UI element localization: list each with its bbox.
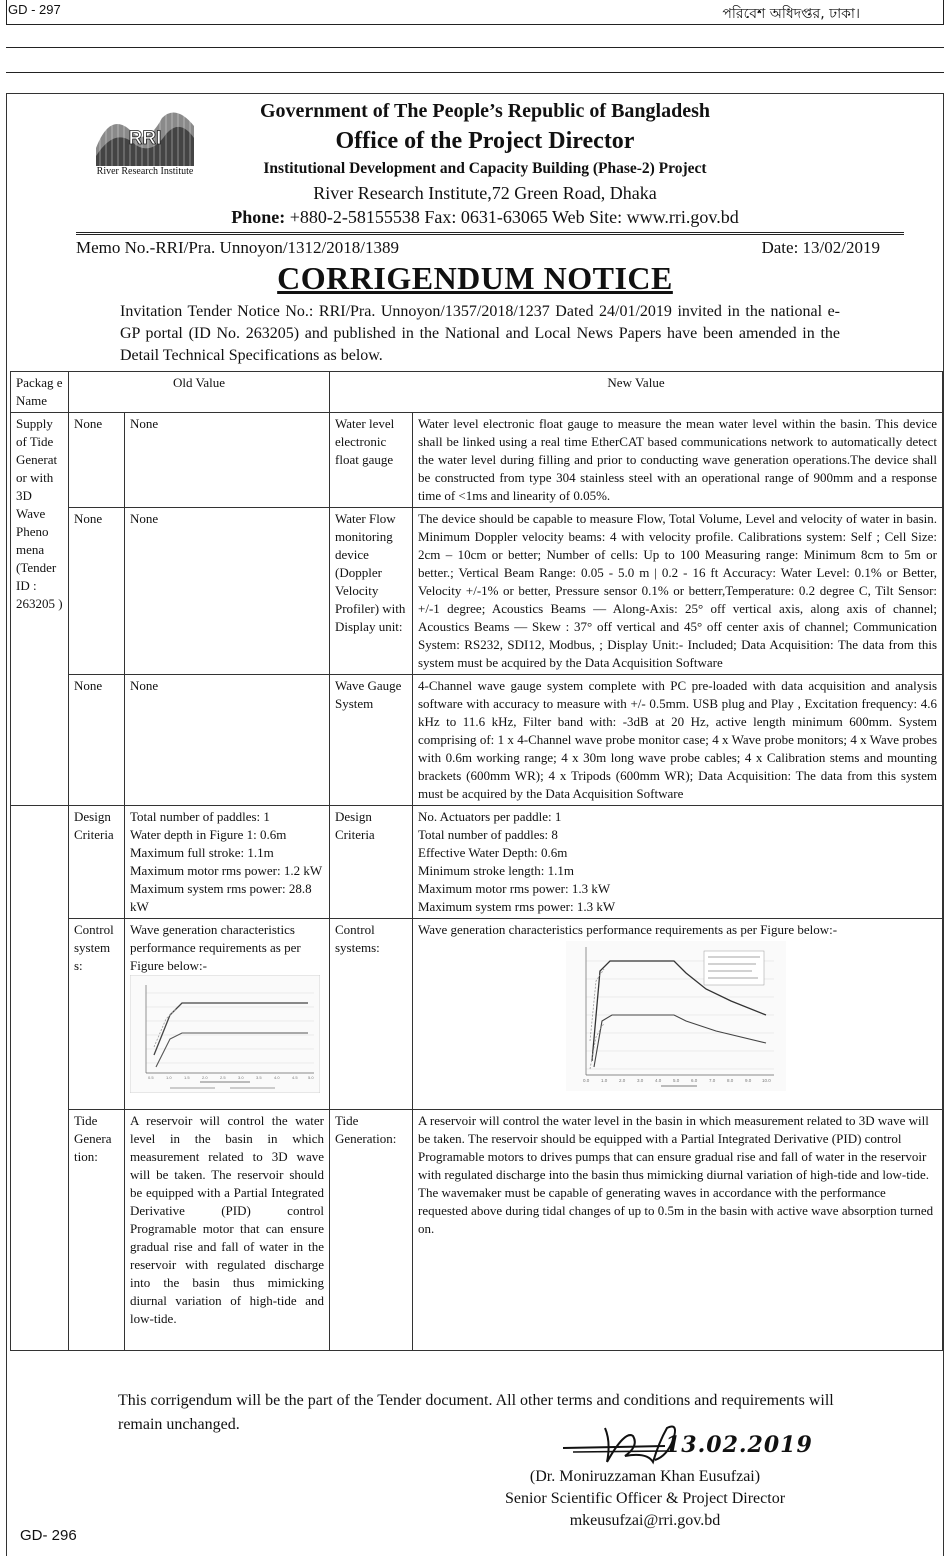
old-value-b: None [125,508,330,675]
new-design-line: Maximum system rms power: 1.3 kW [418,899,616,914]
svg-text:9.0: 9.0 [745,1078,752,1083]
package-name: Supply of Tide Generat or with 3D Wave Pheno mena (Tender ID : 263205 ) [11,413,69,806]
new-value-item: Design Criteria [330,806,413,919]
table-header-row [11,372,943,413]
table-row [11,919,943,1110]
logo-caption: River Research Institute [96,166,194,177]
svg-text:1.0: 1.0 [601,1078,608,1083]
svg-text:6.0: 6.0 [691,1078,698,1083]
svg-text:8.0: 8.0 [727,1078,734,1083]
letterhead-rule [76,232,904,235]
table-row [11,675,943,806]
svg-text:7.0: 7.0 [709,1078,716,1083]
new-value-item: Control systems: [330,919,413,1110]
svg-text:2.0: 2.0 [202,1075,208,1080]
old-value-a: Tide Genera tion: [69,1110,125,1351]
old-tide-text: A reservoir will control the water level in the basin in which measurement related to 3D wave will be taken. The reservoir should be equipped with a Partial Integrated Derivative (PID) control Programable motor that can ensure gradual rise and fall of water in the reservoir with regulated discharge into the basin thus mimicking diurnal variation of high-tide and low-tide. [125,1110,330,1351]
old-value-a: None [69,413,125,508]
address-line: River Research Institute,72 Green Road, Dhaka [313,183,657,203]
rri-logo [90,108,200,170]
new-tide-text-2: The wavemaker must be capable of generating waves in accordance with the performance requested above during tidal changes of up to 0.5m in the basin with active wave absorption turned on. [418,1185,934,1236]
department-name: পরিবেশ অধিদপ্তর, ঢাকা। [722,6,860,22]
old-value-a: None [69,675,125,806]
svg-text:3.0: 3.0 [637,1078,644,1083]
contact-details: +880-2-58155538 Fax: 0631-63065 Web Site: www.rri.gov.bd [285,207,739,227]
new-control-cell [413,919,943,1110]
new-tide-cell [413,1110,943,1351]
svg-text:1.0: 1.0 [166,1075,172,1080]
new-value-spec: Water level electronic float gauge to measure the mean water level within the basin. This device shall be linked using a real time EtherCAT based communications network to automatically detect the water level during filling and prior to conducting wave generation operations.The device shall be constructed from type 304 stainless steel with an operational range of 900mm and a response time of <1ms and linearity of 0.05%. [413,413,943,508]
svg-text:0.0: 0.0 [583,1078,590,1083]
signatory-position: Senior Scientific Officer & Project Director [504,1490,786,1507]
new-value-item: Wave Gauge System [330,675,413,806]
new-value-spec: 4-Channel wave gauge system complete with PC pre-loaded with data acquisition and analysis software with accuracy to measure with +/- 0.5mm. USB plug and Play , Excitation frequency: 4.6 kHz to 11.6 kHz, Filter band with: -3dB at 20 Hz, active length minimum 600mm. System comprising of: 1 x 4-Channel wave probe monitor case; 4 x Wave probe monitors; 4 x Wave probes with 0.6m working range; 4 x 30m long wave probe cables; 4 x Calibration stems and mounting brackets (600mm WR); 4 x Tripods (600mm WR); Data Acquisition: The data from this system must be acquired by the Data Acquisition Software [413,675,943,806]
svg-text:3.0: 3.0 [238,1075,244,1080]
memo-number: Memo No.-RRI/Pra. Unnoyon/1312/2018/1389 [76,238,399,257]
svg-text:RRI: RRI [128,128,162,149]
old-value-b: None [125,413,330,508]
old-control-text: Wave generation characteristics performance requirements as per Figure below:- [130,922,301,973]
new-design-line: No. Actuators per paddle: 1 [418,809,562,824]
phone-label: Phone: [231,207,286,227]
project-heading: Institutional Development and Capacity Building (Phase-2) Project [263,160,707,177]
svg-text:4.5: 4.5 [292,1075,298,1080]
page-code-top: GD - 297 [8,2,61,17]
old-value-a: Design Criteria [69,806,125,919]
new-control-text: Wave generation characteristics performance requirements as per Figure below:- [418,922,838,937]
memo-date: Date: 13/02/2019 [761,238,880,257]
new-value-item: Tide Generation: [330,1110,413,1351]
old-value-a: Control system s: [69,919,125,1110]
signatory-name: (Dr. Moniruzzaman Khan Eusufzai) [529,1468,761,1485]
divider-line [6,72,944,73]
new-design-values [413,806,943,919]
svg-text:2.5: 2.5 [220,1075,226,1080]
old-performance-figure [130,975,320,1093]
header-package: Packag e Name [11,372,69,413]
table-row [11,1110,943,1351]
closing-note: This corrigendum will be the part of the Tender document. All other terms and conditions and requirements will remain unchanged. [118,1392,834,1433]
office-heading: Office of the Project Director [335,128,635,154]
old-value-b: None [125,675,330,806]
intro-paragraph: Invitation Tender Notice No.: RRI/Pra. Unnoyon/1357/2018/1237 Dated 24/01/2019 invited in the national e-GP portal (ID No. 263205) and published in the National and Local News Papers have been amended in the Detail Technical Specifications as below. [120,303,840,364]
table-row [11,508,943,675]
old-design-line: Maximum full stroke: 1.1m [130,845,274,860]
old-value-a: None [69,508,125,675]
page-title: CORRIGENDUM NOTICE [277,260,673,296]
new-value-item: Water level electronic float gauge [330,413,413,508]
old-control-cell [125,919,330,1110]
old-design-line: Water depth in Figure 1: 0.6m [130,827,287,842]
new-value-item: Water Flow monitoring device (Doppler Velocity Profiler) with Display unit: [330,508,413,675]
table-row [11,806,943,919]
new-design-line: Effective Water Depth: 0.6m [418,845,568,860]
new-design-line: Maximum motor rms power: 1.3 kW [418,881,611,896]
header-old-value: Old Value [69,372,330,413]
svg-text:5.0: 5.0 [308,1075,314,1080]
divider-line [6,47,944,48]
signature-date: 13.02.2019 [665,1432,813,1458]
package-blank [11,806,69,1351]
svg-text:4.0: 4.0 [655,1078,662,1083]
government-heading: Government of The People’s Republic of Bangladesh [259,100,710,122]
old-design-values [125,806,330,919]
old-design-line: Maximum system rms power: 28.8 kW [130,881,312,914]
svg-text:1.5: 1.5 [184,1075,190,1080]
new-tide-text: A reservoir will control the water level in the basin in which measurement related to 3D wave will be taken. The reservoir should be equipped with a Partial Integrated Derivative (PID) control Programable motors to drives pumps that can ensure gradual rise and fall of water in the reservoir with regulated discharge into the basin thus mimicking diurnal variation of high-tide and low-tide. [418,1113,929,1182]
svg-text:10.0: 10.0 [762,1078,771,1083]
page-code-bottom: GD- 296 [20,1527,77,1544]
new-design-line: Total number of paddles: 8 [418,827,558,842]
contact-line [150,207,820,228]
svg-text:5.0: 5.0 [673,1078,680,1083]
svg-text:3.5: 3.5 [256,1075,262,1080]
svg-text:4.0: 4.0 [274,1075,280,1080]
svg-text:2.0: 2.0 [619,1078,626,1083]
table-row [11,413,943,508]
header-new-value: New Value [330,372,943,413]
old-design-line: Maximum motor rms power: 1.2 kW [130,863,323,878]
new-performance-figure [566,941,786,1091]
new-design-line: Minimum stroke length: 1.1m [418,863,574,878]
spec-table [10,371,943,1351]
signatory-email: mkeusufzai@rri.gov.bd [569,1512,721,1529]
svg-text:0.5: 0.5 [148,1075,154,1080]
new-value-spec: The device should be capable to measure Flow, Total Volume, Level and velocity of water in basin. Minimum Doppler velocity beams: 4 with velocity profile. Calibrations system: Self ; Cell Size: 2cm – 10cm or better; Number of cells: Up to 100 Measuring range: Minimum 8cm to 5m or better.; Vertical Beam Range: 0.05 - 5.0 m | 0.2 - 16 ft Accuracy: Water Level: 0.1% or Better, Velocity +/-1% or better, Pressure sensor 0.1% or betterr,Temperature: 0.2 degree C, Tilt Sensor: +/-1 degree; Acoustics Beams — Along-Axis: 25° off vertical axis, along axis of channel; Acoustics Beams — Skew : 37° off vertical and 45° off center axis of channel; Communication System: RS232, SDI12, Modbus, ; Display Unit:- Included; Data Acquisition: The data from this system must be acquired by the Data Acquisition Software [413,508,943,675]
old-design-line: Total number of paddles: 1 [130,809,270,824]
